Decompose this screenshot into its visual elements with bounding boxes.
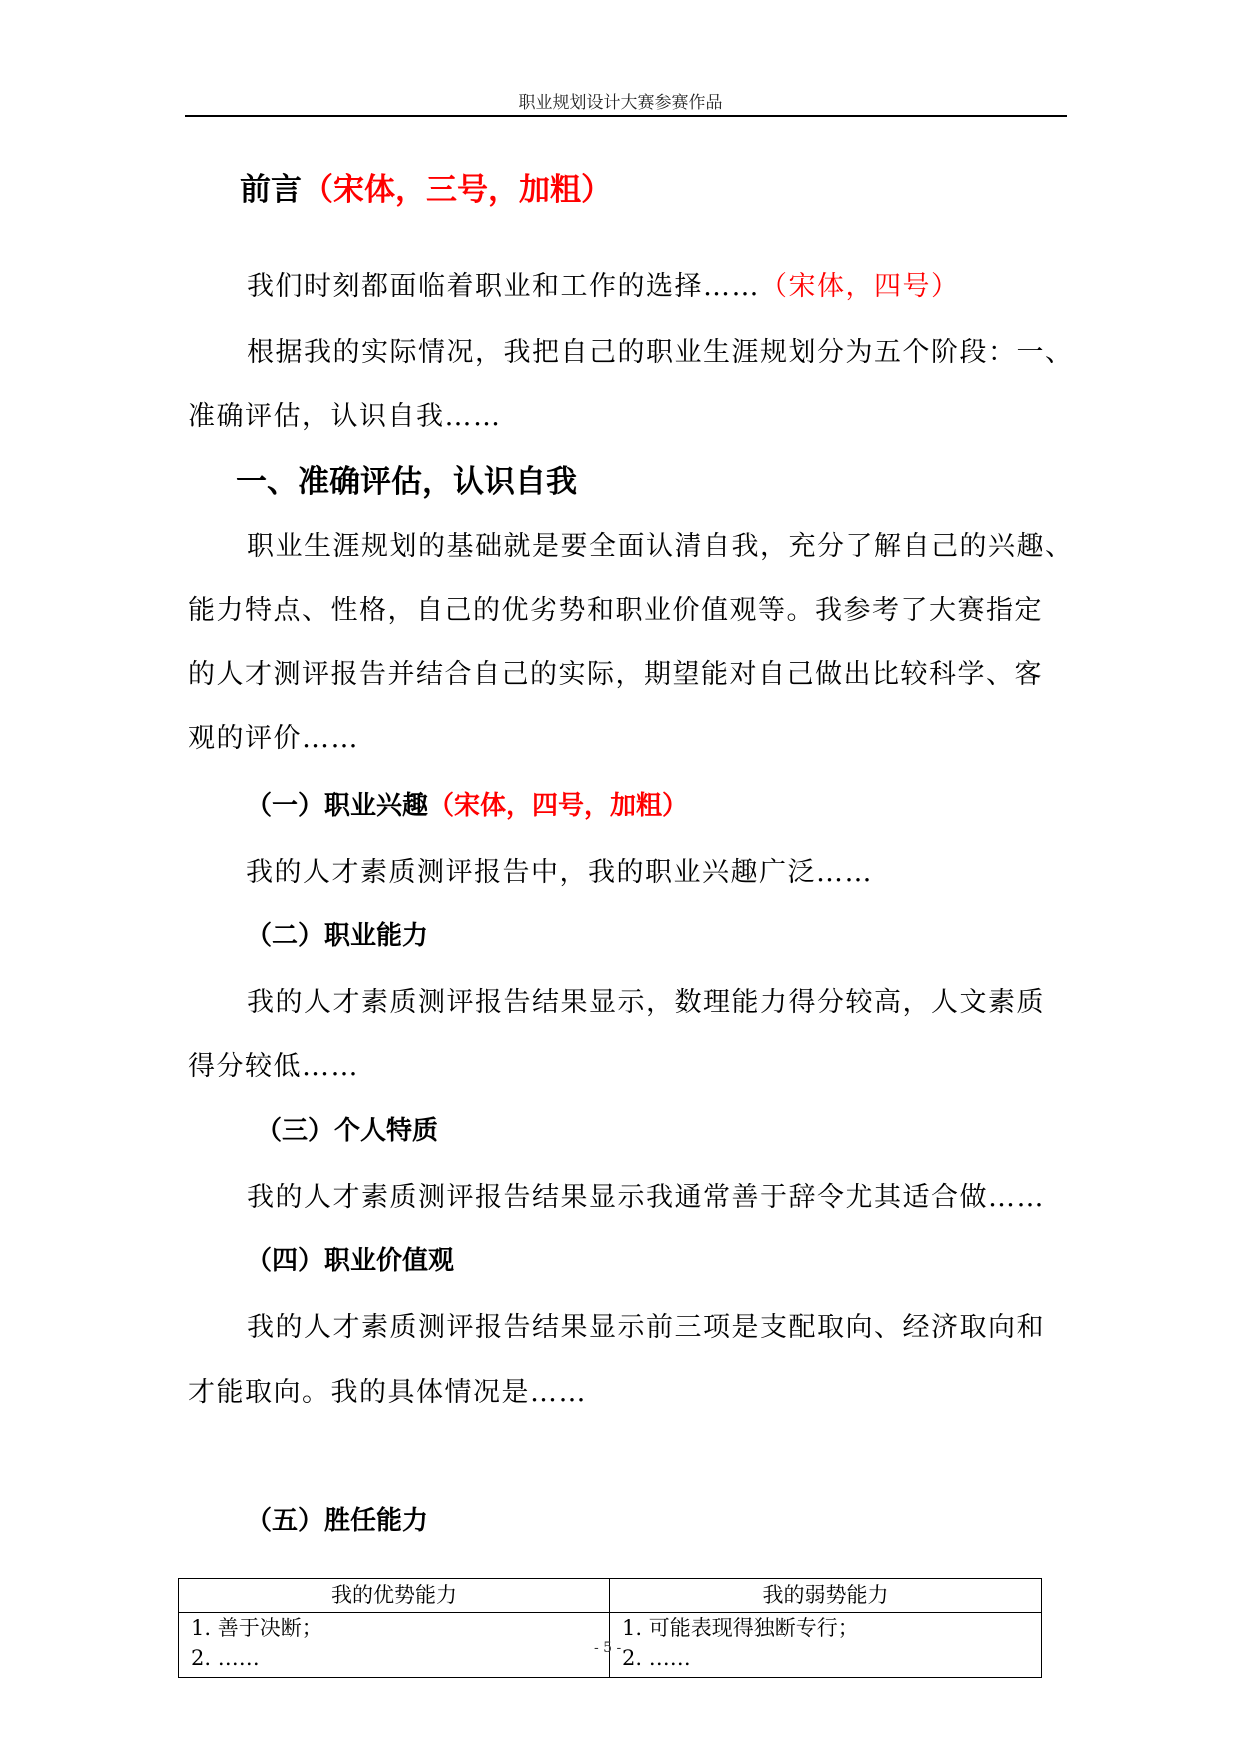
preface-p1-text: 我们时刻都面临着职业和工作的选择…… bbox=[247, 271, 760, 302]
sub2-title: （二）职业能力 bbox=[246, 921, 429, 951]
section1-line-4: 观的评价…… bbox=[188, 723, 359, 754]
sub4-title: （四）职业价值观 bbox=[246, 1246, 455, 1276]
sub5-title: （五）胜任能力 bbox=[246, 1506, 429, 1536]
preface-paragraph-1 bbox=[247, 264, 960, 303]
sub3-text: 我的人才素质测评报告结果显示我通常善于辞令尤其适合做…… bbox=[247, 1182, 1045, 1213]
preface-title-note: （宋体，三号，加粗） bbox=[302, 172, 612, 208]
sub1-heading bbox=[246, 785, 688, 822]
strengths-header: 我的优势能力 bbox=[179, 1579, 610, 1613]
sub1-text: 我的人才素质测评报告中，我的职业兴趣广泛…… bbox=[246, 857, 873, 888]
preface-title: 前言 bbox=[240, 172, 302, 208]
section1-line-3: 的人才测评报告并结合自己的实际，期望能对自己做出比较科学、客 bbox=[188, 659, 1043, 690]
strength-item-2: 2. …… bbox=[191, 1646, 260, 1670]
page-header: 职业规划设计大赛参赛作品 bbox=[518, 93, 723, 113]
strength-item-1: 1. 善于决断； bbox=[191, 1616, 323, 1640]
sub2-line2: 得分较低…… bbox=[188, 1051, 359, 1082]
section1-title: 一、准确评估，认识自我 bbox=[236, 464, 577, 500]
weakness-item-1: 1. 可能表现得独断专行； bbox=[622, 1616, 859, 1640]
header-rule bbox=[185, 115, 1067, 117]
sub4-line2: 才能取向。我的具体情况是…… bbox=[188, 1377, 587, 1408]
weakness-item-2: 2. …… bbox=[622, 1646, 691, 1670]
preface-p1-note: （宋体，四号） bbox=[760, 271, 960, 302]
preface-heading bbox=[240, 164, 612, 209]
page-number: - 5 - bbox=[594, 1640, 622, 1656]
table-header-row bbox=[179, 1579, 1042, 1613]
weaknesses-cell bbox=[610, 1613, 1042, 1678]
sub1-title: （一）职业兴趣 bbox=[246, 791, 429, 821]
sub2-line1: 我的人才素质测评报告结果显示，数理能力得分较高，人文素质 bbox=[247, 987, 1045, 1018]
sub3-title: （三）个人特质 bbox=[256, 1116, 439, 1146]
strengths-cell bbox=[179, 1613, 610, 1678]
section1-line-1: 职业生涯规划的基础就是要全面认清自我，充分了解自己的兴趣、 bbox=[247, 531, 1074, 562]
weaknesses-header: 我的弱势能力 bbox=[610, 1579, 1042, 1613]
sub1-note: （宋体，四号，加粗） bbox=[428, 791, 689, 821]
ability-table bbox=[178, 1578, 1042, 1678]
preface-p2-line2: 准确评估，认识自我…… bbox=[188, 401, 502, 432]
sub4-line1: 我的人才素质测评报告结果显示前三项是支配取向、经济取向和 bbox=[247, 1312, 1045, 1343]
section1-line-2: 能力特点、性格，自己的优劣势和职业价值观等。我参考了大赛指定 bbox=[188, 595, 1043, 626]
preface-p2-line1: 根据我的实际情况，我把自己的职业生涯规划分为五个阶段：一、 bbox=[247, 337, 1074, 368]
